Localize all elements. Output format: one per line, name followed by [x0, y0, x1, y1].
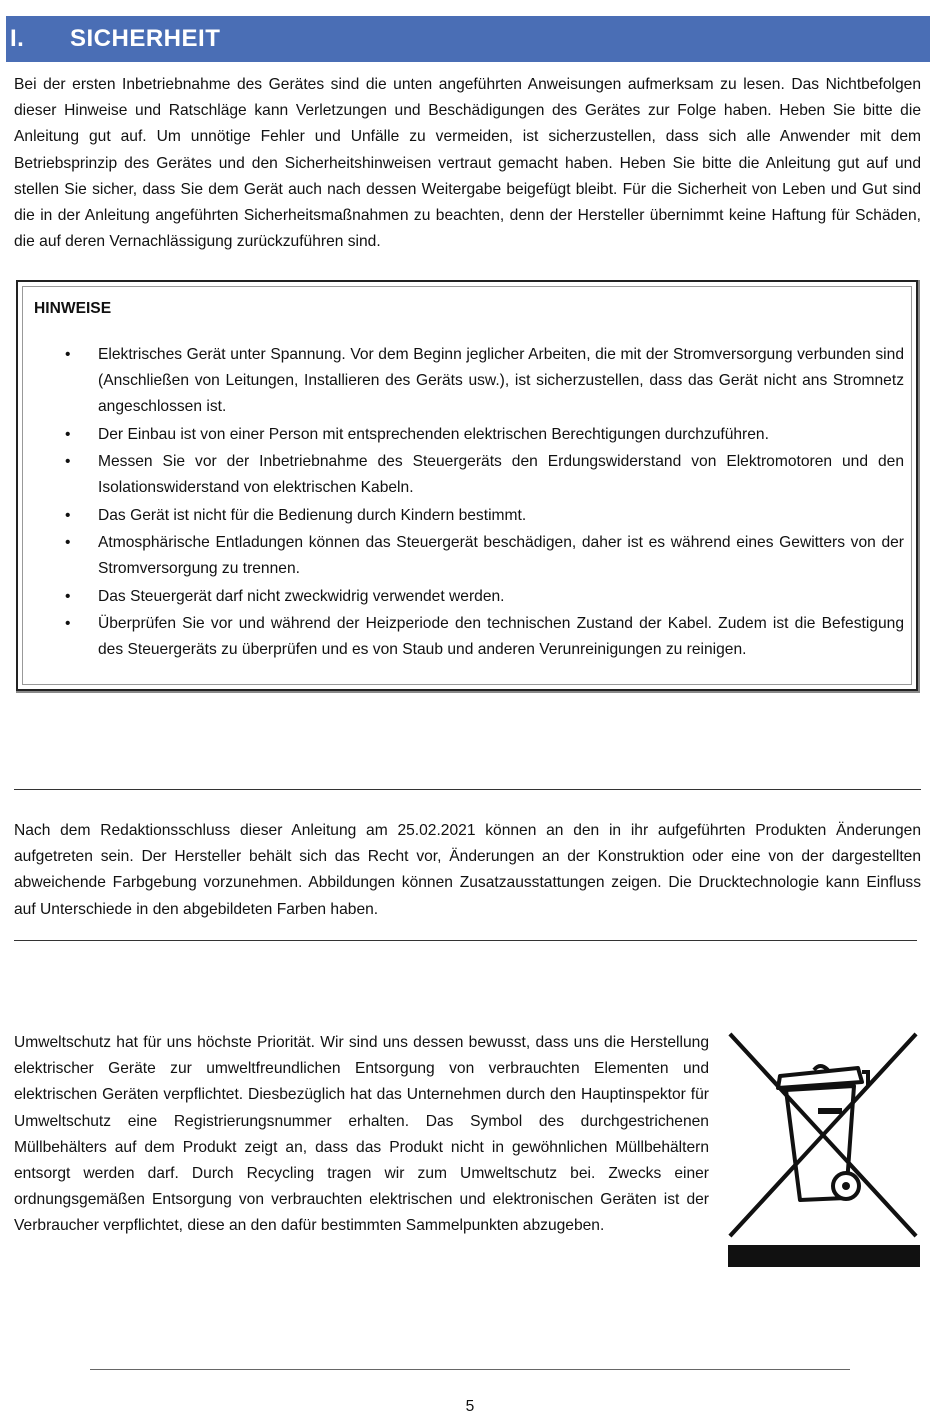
section-heading [6, 16, 930, 62]
notes-box [16, 280, 918, 691]
list-item-text: Elektrisches Gerät unter Spannung. Vor dem Beginn jeglicher Arbeiten, die mit der Stromversorgung verbunden sind (Anschließen von Leitungen, Installieren des Geräts usw.), ist sicherzustellen, dass das Gerät nicht ans Stromnetz angeschlossen ist. [98, 346, 904, 416]
list-item-text: Überprüfen Sie vor und während der Heizperiode den technischen Zustand der Kabel. Zudem ist die Befestigung des Steuergeräts zu überprüfen und es von Staub und anderen Verunreinigungen zu reinigen. [98, 615, 904, 659]
notes-list [65, 342, 904, 665]
page-number: 5 [465, 1398, 475, 1415]
list-item [65, 584, 904, 610]
section-title: SICHERHEIT [70, 25, 221, 52]
bullet: • [65, 506, 71, 524]
list-item [65, 503, 904, 529]
list-item [65, 449, 904, 501]
list-item [65, 422, 904, 448]
intro-paragraph: Bei der ersten Inbetriebnahme des Gerätes sind die unten angeführten Anweisungen aufmerksam zu lesen. Das Nichtbefolgen dieser Hinweise und Ratschläge kann Verletzungen und Beschädigungen des Gerätes zur Folge haben. Heben Sie bitte die Anleitung gut auf. Um unnötige Fehler und Unfälle zu vermeiden, ist sicherzustellen, dass sich alle Anwender mit dem Betriebsprinzip des Gerätes und den Sicherheitshinweisen vertraut gemacht haben. Heben Sie bitte die Anleitung gut auf und stellen Sie sicher, dass Sie dem Gerät auch nach dessen Weitergabe beigefügt bleibt. Für die Sicherheit von Leben und Gut sind die in der Anleitung angeführten Sicherheitsmaßnahmen zu beachten, denn der Hersteller übernimmt keine Haftung für Schäden, die auf deren Vernachlässigung zurückzuführen sind. [14, 76, 921, 251]
bullet: • [65, 425, 71, 443]
section-number: I. [10, 25, 25, 52]
list-item-text: Das Steuergerät darf nicht zweckwidrig verwendet werden. [98, 587, 505, 605]
divider-bottom [14, 940, 917, 941]
list-item-text: Messen Sie vor der Inbetriebnahme des Steuergeräts den Erdungswiderstand von Elektromotoren und den Isolationswiderstand von elektrischen Kabeln. [98, 453, 904, 497]
divider-top [14, 789, 921, 790]
list-item [65, 530, 904, 582]
environment-paragraph: Umweltschutz hat für uns höchste Priorität. Wir sind uns dessen bewusst, dass uns die Herstellung elektrischer Geräte zur umweltfreundlichen Entsorgung von verbrauchten Elementen und elektrischen Geräten verpflichtet. Diesbezüglich hat das Unternehmen durch den Hauptinspektor für Umweltschutz eine Registrierungsnummer erhalten. Das Symbol des durchgestrichenen Müllbehälters auf dem Produkt zeigt an, dass das Produkt nicht in gewöhnlichen Müllbehältern entsorgt werden darf. Durch Recycling tragen wir zum Umweltschutz bei. Zwecks einer ordnungsgemäßen Entsorgung von verbrauchten elektrischen und elektronischen Geräten ist der Verbraucher verpflichtet, diese an den dafür bestimmten Sammelpunkten abzugeben. [14, 1034, 709, 1235]
crossed-out-wheelie-bin-icon [728, 1030, 920, 1270]
bullet: • [65, 453, 71, 471]
footer-rule [90, 1369, 850, 1370]
notes-title: HINWEISE [34, 300, 112, 317]
list-item [65, 342, 904, 421]
revision-paragraph: Nach dem Redaktionsschluss dieser Anleitung am 25.02.2021 können an den in ihr aufgeführten Produkten Änderungen aufgetreten sein. Der Hersteller behält sich das Recht vor, Änderungen an der Konstruktion oder eine von der dargestellten abweichende Farbgebung vorzunehmen. Abbildungen können Zusatzausstattungen zeigen. Die Drucktechnologie kann Einfluss auf Unterschiede in den abgebildeten Farben haben. [14, 822, 921, 918]
list-item [65, 611, 904, 663]
bullet: • [65, 346, 71, 363]
list-item-text: Der Einbau ist von einer Person mit entsprechenden elektrischen Berechtigungen durchzuführen. [98, 425, 769, 443]
bullet: • [65, 587, 71, 605]
list-item-text: Das Gerät ist nicht für die Bedienung durch Kindern bestimmt. [98, 506, 527, 524]
bullet: • [65, 534, 71, 552]
bullet: • [65, 615, 71, 633]
list-item-text: Atmosphärische Entladungen können das Steuergerät beschädigen, daher ist es während eines Gewitters von der Stromversorgung zu trennen. [98, 534, 904, 578]
